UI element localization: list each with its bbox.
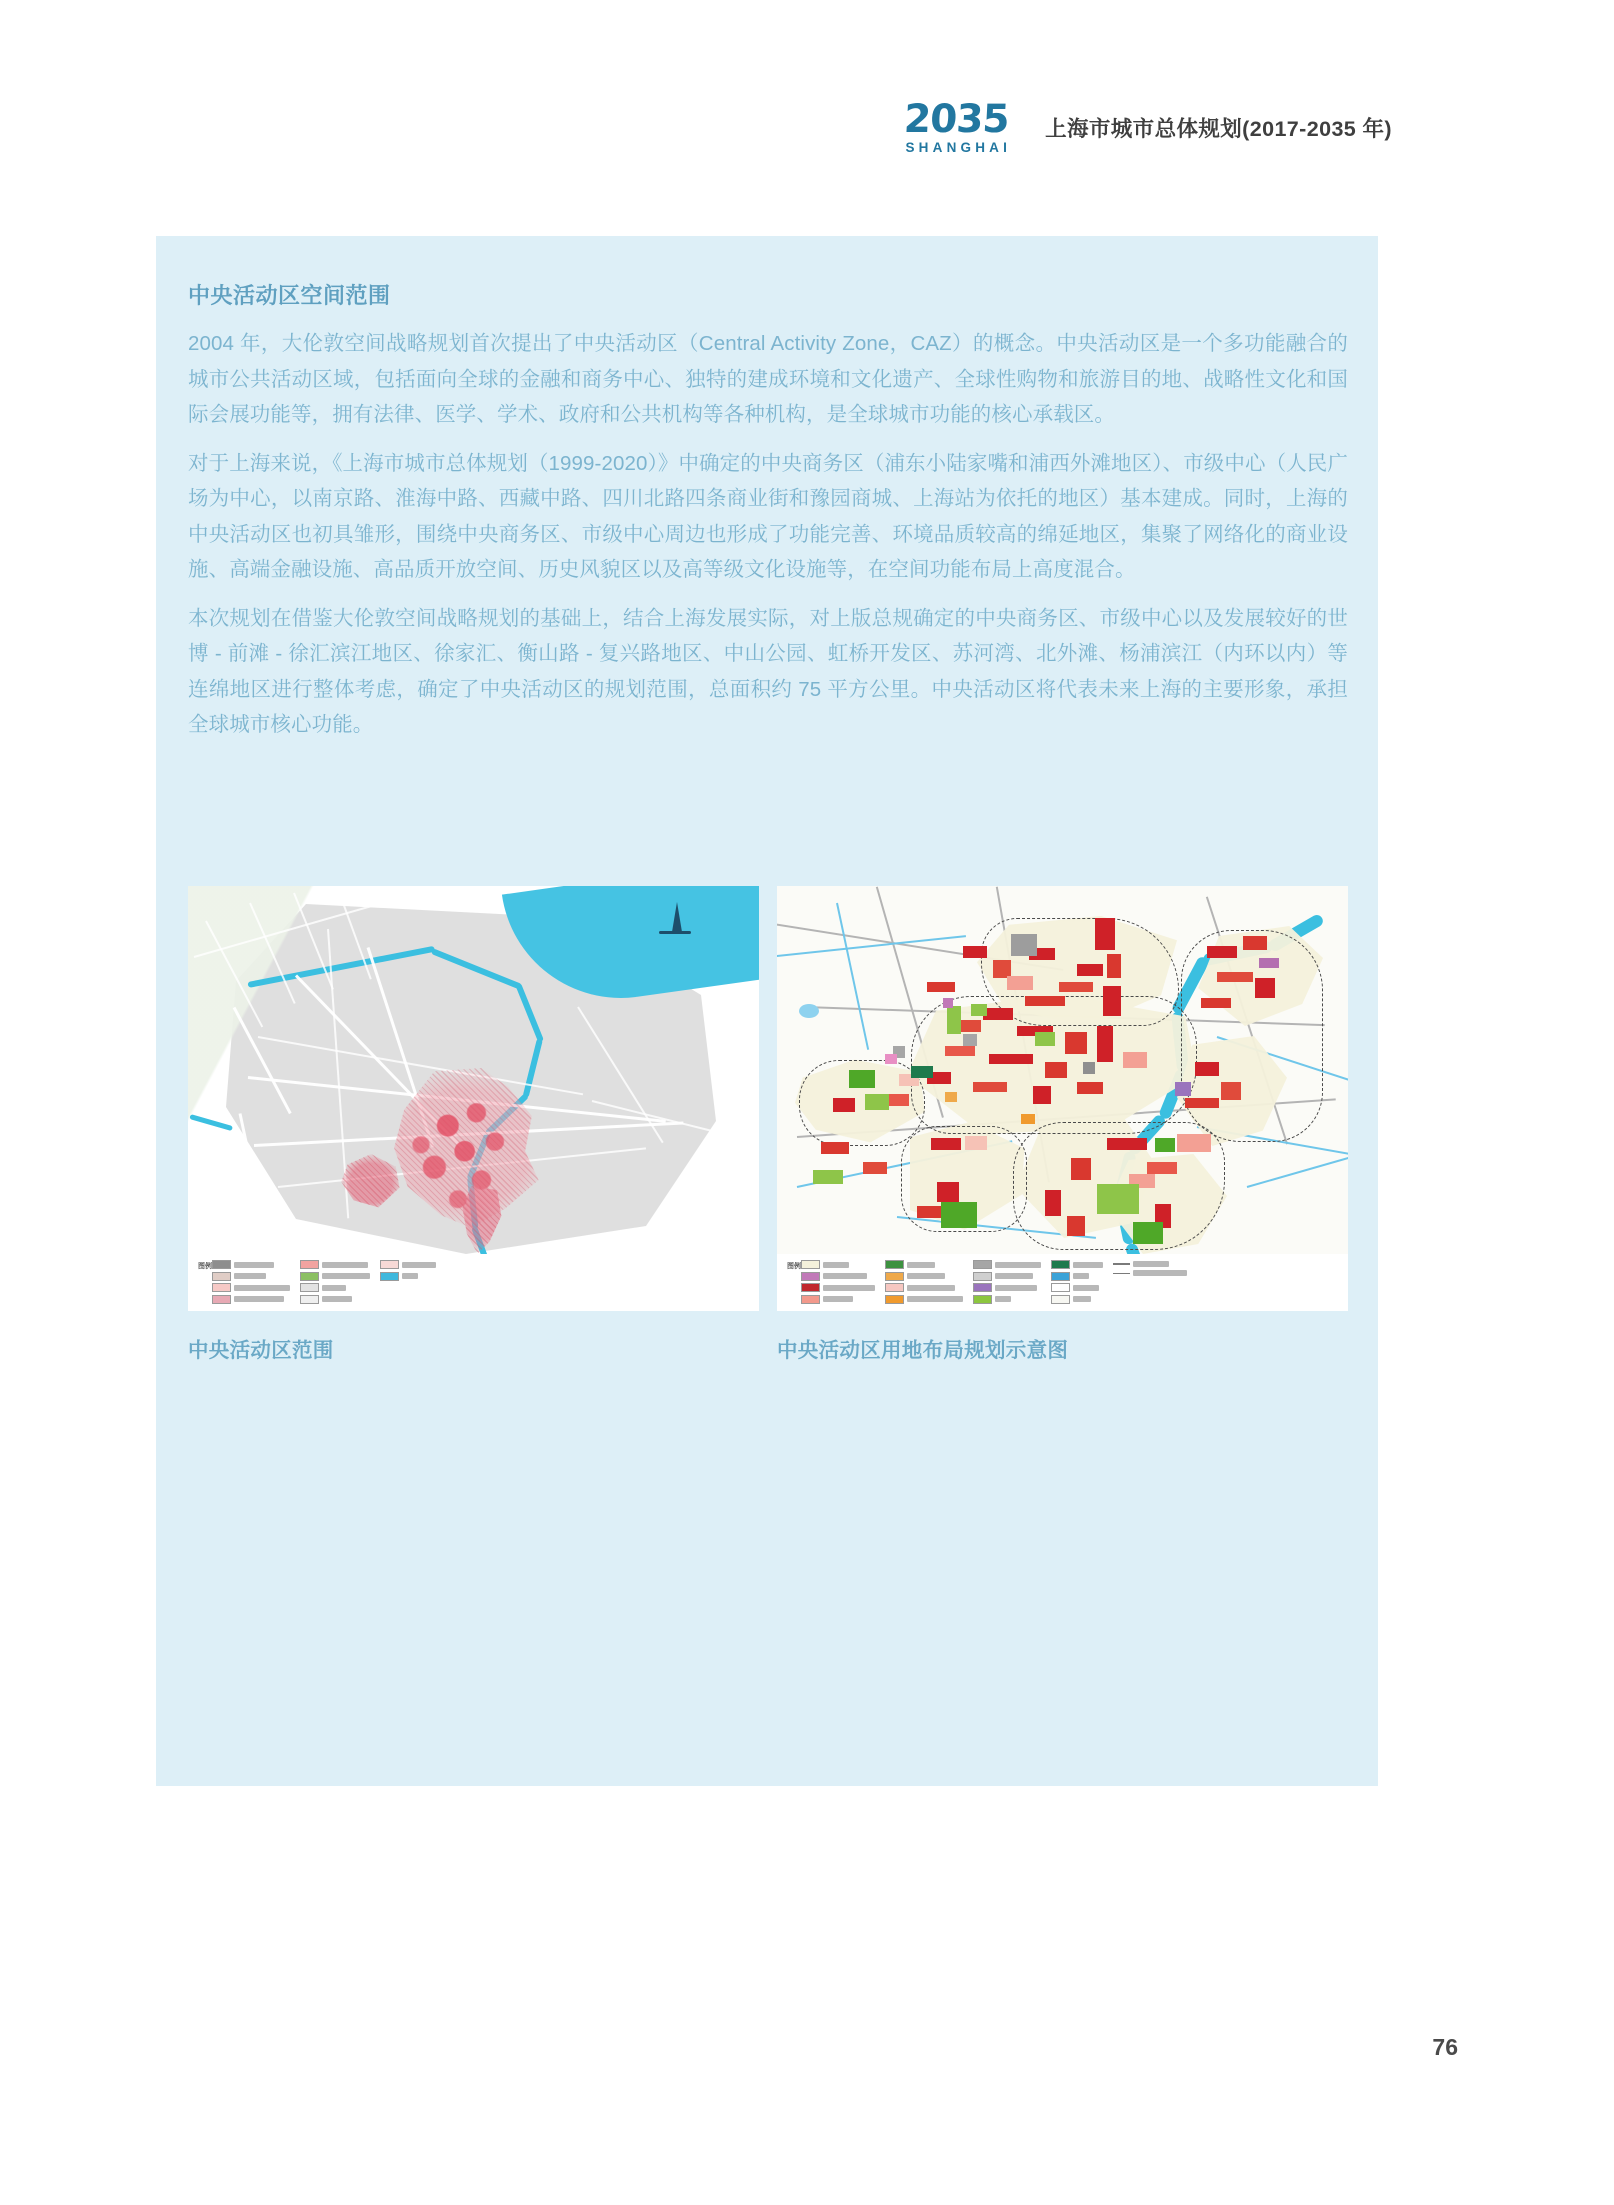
landuse-block-civic: [1083, 1062, 1095, 1074]
legend-column: [212, 1260, 290, 1304]
logo-mark-2035: 2035: [902, 96, 1010, 142]
landuse-block-commercial: [1147, 1162, 1177, 1174]
legend-column: [380, 1260, 436, 1304]
paragraph-1: 2004 年，大伦敦空间战略规划首次提出了中央活动区（Central Activity Zone，CAZ）的概念。中央活动区是一个多功能融合的城市公共活动区域，包括面向全球的金融和商务中心、独特的建成环境和文化遗产、全球性购物和旅游目的地、战略性文化和国际会展功能等，拥有法律、医学、学术、政府和公共机构等各种机构，是全球城市功能的核心承载区。: [188, 332, 1348, 426]
legend-swatch: [973, 1260, 992, 1269]
landuse-block-special: [1175, 1082, 1191, 1096]
landuse-block-commercial: [1107, 954, 1121, 978]
legend-column: [801, 1260, 875, 1304]
legend-entry-text: [402, 1273, 418, 1279]
page-number: 76: [1432, 2034, 1458, 2060]
legend-column: [1051, 1260, 1103, 1304]
logo-subtitle-shanghai: SHANGHAI: [905, 139, 1012, 155]
legend-entry-text: [234, 1285, 290, 1291]
map-caz-extent: [188, 886, 759, 1254]
legend-columns: [801, 1260, 1338, 1304]
landuse-block-special: [943, 998, 953, 1008]
content-panel: [156, 236, 1378, 1786]
legend-entry-text: [1073, 1273, 1089, 1279]
legend-swatch: [801, 1295, 820, 1304]
legend-entry: [1113, 1260, 1187, 1267]
legend-swatch: [300, 1272, 319, 1281]
legend-entry-text: [322, 1285, 346, 1291]
landuse-block-commercial: [1097, 1026, 1113, 1062]
legend-entry: [973, 1283, 1041, 1292]
legend-entry-text: [823, 1262, 849, 1268]
legend-entry-text: [995, 1262, 1041, 1268]
paragraph-3: 本次规划在借鉴大伦敦空间战略规划的基础上，结合上海发展实际，对上版总规确定的中央商务区、市级中心以及发展较好的世博 - 前滩 - 徐汇滨江地区、徐家汇、衡山路 - 复兴路地区、中山公园、虹桥开发区、苏河湾、北外滩、杨浦滨江（内环以内）等连绵地区进行整体考虑，确定了中央活动区的规划范围，总面积约 75 平方公里。中央活动区将代表未来上海的主要形象，承担全球城市核心功能。: [188, 606, 1348, 736]
legend-swatch: [380, 1260, 399, 1269]
landuse-block-commercial: [1067, 1216, 1085, 1236]
legend-entry-text: [234, 1262, 274, 1268]
legend-entry: [212, 1272, 290, 1281]
body-copy: [188, 326, 1348, 756]
landuse-block-commercial: [1255, 978, 1275, 998]
legend-swatch: [300, 1283, 319, 1292]
landuse-block-special: [1021, 1114, 1035, 1124]
legend-entry-text: [234, 1296, 284, 1302]
legend-entry-text: [1133, 1270, 1187, 1276]
landuse-block-green: [947, 1006, 961, 1034]
legend-entry: [885, 1283, 963, 1292]
lake-west: [799, 1004, 819, 1018]
legend-swatch: [973, 1272, 992, 1281]
landuse-block-commercial: [1045, 1190, 1061, 1216]
landuse-block-commercial: [945, 1046, 975, 1056]
landuse-block-green: [1035, 1032, 1055, 1046]
legend-entry: [973, 1260, 1041, 1269]
legend-entry-text: [234, 1273, 266, 1279]
figure-caz-extent: [188, 886, 759, 1363]
landuse-block-commercial: [1195, 1062, 1219, 1076]
legend-caz-extent: [188, 1254, 759, 1311]
landuse-block-residential: [1177, 1134, 1211, 1152]
landuse-block-green: [813, 1170, 843, 1184]
legend-entry: [1051, 1283, 1103, 1292]
legend-swatch: [885, 1295, 904, 1304]
legend-swatch: [885, 1260, 904, 1269]
legend-entry-text: [322, 1262, 368, 1268]
legend-entry-text: [1073, 1262, 1103, 1268]
landuse-block-commercial: [983, 1008, 1013, 1020]
legend-entry-text: [995, 1273, 1033, 1279]
legend-entry: [380, 1272, 436, 1281]
legend-entry: [212, 1260, 290, 1269]
legend-entry-text: [402, 1262, 436, 1268]
landuse-block-commercial: [1221, 1082, 1241, 1100]
legend-swatch: [212, 1272, 231, 1281]
legend-entry: [212, 1283, 290, 1292]
landuse-block-commercial: [1217, 972, 1253, 982]
landuse-block-commercial: [963, 946, 987, 958]
legend-entry-text: [995, 1285, 1037, 1291]
legend-entry-text: [907, 1285, 955, 1291]
landuse-block-commercial: [1103, 986, 1121, 1016]
figure-caption: 中央活动区范围: [188, 1339, 334, 1362]
legend-entry-text: [995, 1296, 1011, 1302]
legend-entry: [801, 1295, 875, 1304]
legend-entry-text: [907, 1296, 963, 1302]
landuse-block-residential: [1123, 1052, 1147, 1068]
legend-swatch: [801, 1283, 820, 1292]
legend-entry-text: [1133, 1261, 1169, 1267]
landuse-block-commercial: [917, 1206, 943, 1218]
legend-entry-text: [1073, 1285, 1099, 1291]
legend-entry: [1051, 1272, 1103, 1281]
legend-column: [885, 1260, 963, 1304]
legend-entry-text: [1073, 1296, 1091, 1302]
legend-entry: [973, 1272, 1041, 1281]
figure-row: [188, 886, 1348, 1363]
legend-entry: [885, 1260, 963, 1269]
landuse-block-commercial: [1207, 946, 1237, 958]
legend-swatch: [212, 1295, 231, 1304]
landuse-block-commercial: [927, 982, 955, 992]
landuse-block-commercial: [1045, 1062, 1067, 1078]
landuse-block-green: [849, 1070, 875, 1088]
landuse-block-commercial: [1033, 1086, 1051, 1104]
legend-swatch: [1051, 1260, 1070, 1269]
legend-column: [973, 1260, 1041, 1304]
north-arrow-icon: [657, 900, 693, 944]
legend-swatch: [1051, 1283, 1070, 1292]
landuse-block-commercial: [821, 1142, 849, 1154]
landuse-block-commercial: [1077, 1082, 1103, 1094]
legend-columns: [212, 1260, 749, 1304]
landuse-block-commercial: [1185, 1098, 1219, 1108]
document-title: 上海市城市总体规划(2017-2035 年): [1045, 116, 1392, 141]
landuse-block-commercial: [1025, 996, 1065, 1006]
figure-caz-landuse: [777, 886, 1348, 1363]
legend-label: 图例: [787, 1263, 801, 1270]
legend-entry: [380, 1260, 436, 1269]
landuse-block-commercial: [1065, 1032, 1087, 1054]
landuse-block-civic: [963, 1034, 977, 1046]
legend-entry-text: [823, 1285, 875, 1291]
landuse-block-commercial: [989, 1054, 1033, 1064]
legend-swatch: [885, 1283, 904, 1292]
legend-swatch: [885, 1272, 904, 1281]
legend-entry: [212, 1295, 290, 1304]
legend-entry: [1113, 1270, 1187, 1277]
landuse-block-special: [1259, 958, 1279, 968]
legend-swatch: [801, 1260, 820, 1269]
legend-entry: [1051, 1260, 1103, 1269]
landuse-block-special: [885, 1054, 897, 1064]
legend-entry: [973, 1295, 1041, 1304]
landuse-block-commercial: [1243, 936, 1267, 950]
legend-entry-text: [823, 1296, 853, 1302]
landuse-block-green: [911, 1066, 933, 1078]
legend-swatch: [212, 1260, 231, 1269]
paragraph-2: 对于上海来说，《上海市城市总体规划（1999-2020）》中确定的中央商务区（浦东小陆家嘴和浦西外滩地区）、市级中心（人民广场为中心，以南京路、淮海中路、西藏中路、四川北路四条商业街和豫园商城、上海站为依托的地区）基本建成。同时，上海的中央活动区也初具雏形，围绕中央商务区、市级中心周边也形成了功能完善、环境品质较高的绵延地区，集聚了网络化的商业设施、高端金融设施、高品质开放空间、历史风貌区以及高等级文化设施等，在空间功能布局上高度混合。: [188, 451, 1348, 581]
landuse-block-commercial: [973, 1082, 1007, 1092]
landuse-block-commercial: [1071, 1158, 1091, 1180]
figure-caption: 中央活动区用地布局规划示意图: [777, 1339, 1069, 1362]
legend-entry-text: [823, 1273, 867, 1279]
north-arrow-needle: [672, 902, 682, 932]
legend-entry-text: [907, 1262, 935, 1268]
landuse-block-green: [865, 1094, 889, 1110]
landuse-block-green: [971, 1004, 987, 1016]
landuse-block-special: [945, 1092, 957, 1102]
landuse-block-commercial: [833, 1098, 855, 1112]
landuse-block-commercial: [1059, 982, 1093, 992]
legend-entry: [885, 1295, 963, 1304]
landuse-block-commercial: [863, 1162, 887, 1174]
landuse-block-civic: [1011, 934, 1037, 956]
legend-swatch: [1051, 1295, 1070, 1304]
legend-entry: [1051, 1295, 1103, 1304]
landuse-block-green: [1155, 1138, 1175, 1152]
page-header: [0, 92, 1614, 162]
landuse-block-residential: [1007, 976, 1033, 990]
landuse-block-residential: [965, 1136, 987, 1150]
landuse-block-green: [1097, 1184, 1139, 1214]
landuse-block-commercial: [1107, 1138, 1147, 1150]
legend-line-symbol: [1113, 1270, 1130, 1277]
legend-entry: [801, 1283, 875, 1292]
map-caz-landuse: [777, 886, 1348, 1254]
legend-entry-text: [322, 1296, 352, 1302]
legend-entry: [300, 1283, 370, 1292]
landuse-block-green: [941, 1202, 977, 1228]
landuse-block-commercial: [1077, 964, 1103, 976]
shanghai-2035-logo: [901, 96, 1012, 155]
legend-swatch: [380, 1272, 399, 1281]
north-arrow-bar: [659, 931, 691, 934]
legend-swatch: [212, 1283, 231, 1292]
legend-swatch: [801, 1272, 820, 1281]
figure-frame: [188, 886, 759, 1311]
legend-entry: [801, 1272, 875, 1281]
landuse-block-commercial: [937, 1182, 959, 1202]
landuse-block-commercial: [1201, 998, 1231, 1008]
legend-swatch: [300, 1295, 319, 1304]
caz-boundary-pudong: [1181, 930, 1323, 1142]
legend-label: 图例: [198, 1263, 212, 1270]
landuse-block-commercial: [1095, 918, 1115, 950]
section-heading: 中央活动区空间范围: [188, 283, 391, 308]
legend-entry-text: [322, 1273, 370, 1279]
legend-entry: [885, 1272, 963, 1281]
legend-caz-landuse: [777, 1254, 1348, 1311]
legend-swatch: [973, 1295, 992, 1304]
legend-swatch: [1051, 1272, 1070, 1281]
landuse-block-green: [1133, 1222, 1163, 1244]
legend-column: [1113, 1260, 1187, 1304]
figure-frame: [777, 886, 1348, 1311]
legend-line-symbol: [1113, 1260, 1130, 1267]
legend-swatch: [300, 1260, 319, 1269]
legend-entry: [801, 1260, 875, 1269]
legend-swatch: [973, 1283, 992, 1292]
legend-entry-text: [907, 1273, 945, 1279]
legend-entry: [300, 1272, 370, 1281]
legend-entry: [300, 1260, 370, 1269]
landuse-block-commercial: [931, 1138, 961, 1150]
legend-column: [300, 1260, 370, 1304]
legend-entry: [300, 1295, 370, 1304]
